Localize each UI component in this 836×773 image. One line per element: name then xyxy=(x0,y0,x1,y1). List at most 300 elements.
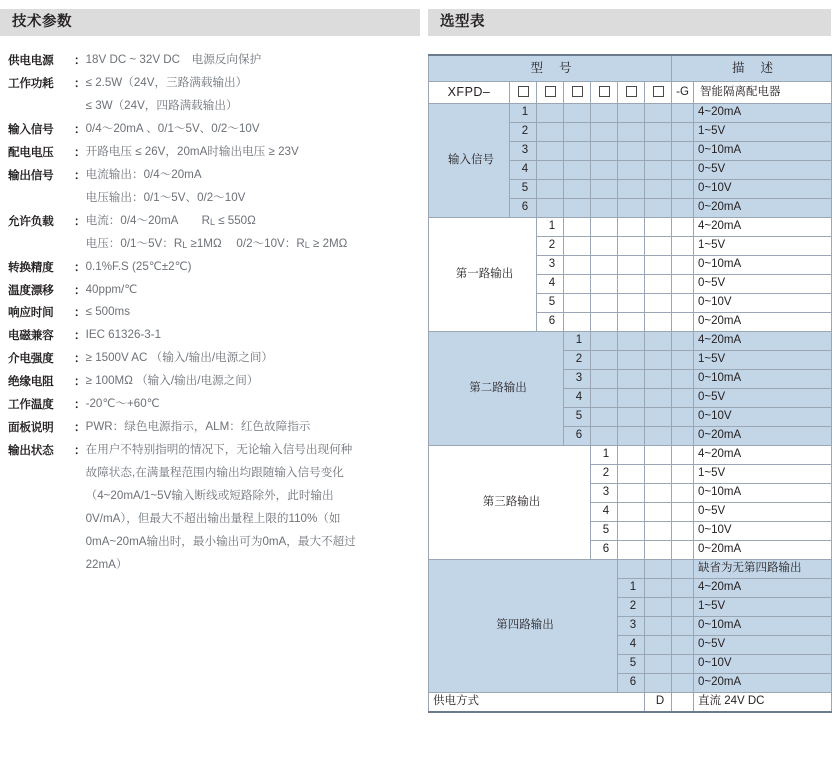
empty-cell xyxy=(591,408,618,427)
suffix-spacer xyxy=(672,332,694,351)
suffix-spacer xyxy=(672,351,694,370)
option-desc: 0~5V xyxy=(694,275,832,294)
spec-row xyxy=(8,144,420,160)
option-desc: 0~10mA xyxy=(694,142,832,161)
spec-label: 输入信号 xyxy=(8,122,54,136)
empty-cell xyxy=(564,180,591,199)
empty-cell xyxy=(645,161,672,180)
empty-cell xyxy=(591,351,618,370)
suffix-spacer xyxy=(672,541,694,560)
empty-cell xyxy=(645,503,672,522)
option-code[interactable]: 5 xyxy=(510,180,537,199)
empty-cell xyxy=(591,104,618,123)
spec-line: 电压：0/1～5V：RL ≥1MΩ 0/2～10V：RL ≥ 2MΩ xyxy=(85,236,348,250)
option-desc: 1~5V xyxy=(694,598,832,617)
empty-cell xyxy=(591,313,618,332)
suffix-spacer xyxy=(672,256,694,275)
option-code[interactable]: 3 xyxy=(618,617,645,636)
empty-cell xyxy=(645,427,672,446)
suffix-spacer xyxy=(672,560,694,579)
option-desc: 0~5V xyxy=(694,389,832,408)
empty-cell xyxy=(618,256,645,275)
group-label: 第四路输出 xyxy=(429,560,618,693)
spec-line: IEC 61326-3-1 xyxy=(85,328,162,342)
option-desc: 0~5V xyxy=(694,636,832,655)
table-row xyxy=(429,104,832,123)
spec-colon: ： xyxy=(74,329,86,343)
suffix-spacer xyxy=(672,294,694,313)
empty-cell xyxy=(564,161,591,180)
suffix-spacer xyxy=(672,389,694,408)
option-code[interactable]: 2 xyxy=(618,598,645,617)
suffix-spacer xyxy=(672,142,694,161)
empty-cell xyxy=(618,199,645,218)
spec-line: 0.1%F.S (25℃±2℃) xyxy=(85,259,192,273)
suffix-spacer xyxy=(672,579,694,598)
spec-colon: ： xyxy=(74,122,86,136)
spec-line: （4~20mA/1~5V输入断线或短路除外，此时输出 xyxy=(85,489,334,503)
spec-colon: ： xyxy=(74,283,86,297)
option-desc: 1~5V xyxy=(694,465,832,484)
empty-cell xyxy=(537,123,564,142)
spec-label: 配电电压 xyxy=(8,145,54,159)
empty-cell xyxy=(618,522,645,541)
suffix-spacer xyxy=(672,598,694,617)
option-code[interactable]: 5 xyxy=(537,294,564,313)
empty-cell xyxy=(645,408,672,427)
empty-cell xyxy=(591,142,618,161)
option-code[interactable]: 1 xyxy=(591,446,618,465)
power-code[interactable]: D xyxy=(645,693,672,713)
spec-colon: ： xyxy=(74,54,86,67)
option-desc: 0~20mA xyxy=(694,427,832,446)
spec-value xyxy=(86,282,420,298)
option-code[interactable]: 1 xyxy=(564,332,591,351)
empty-cell xyxy=(618,104,645,123)
option-desc: 0~10V xyxy=(694,180,832,199)
empty-cell xyxy=(645,275,672,294)
spec-label: 绝缘电阻 xyxy=(8,375,54,389)
empty-cell xyxy=(564,275,591,294)
empty-cell xyxy=(618,313,645,332)
suffix-spacer xyxy=(672,237,694,256)
empty-cell xyxy=(645,104,672,123)
spec-line: 在用户不特别指明的情况下，无论输入信号出现何种 xyxy=(85,443,353,457)
option-desc: 4~20mA xyxy=(694,218,832,237)
empty-cell xyxy=(645,617,672,636)
empty-cell xyxy=(645,389,672,408)
spec-value xyxy=(86,419,420,435)
spec-row xyxy=(8,282,420,298)
empty-cell xyxy=(591,199,618,218)
empty-cell xyxy=(645,598,672,617)
empty-cell xyxy=(618,142,645,161)
spec-colon: ： xyxy=(74,76,86,90)
option-desc: 0~20mA xyxy=(694,313,832,332)
spec-colon: ： xyxy=(74,375,86,389)
spec-line: ≤ 3W（24V，四路满载输出） xyxy=(85,98,238,112)
option-code[interactable]: 4 xyxy=(618,636,645,655)
spec-colon: ： xyxy=(74,421,86,435)
option-code[interactable]: 5 xyxy=(618,655,645,674)
suffix-spacer xyxy=(672,275,694,294)
option-desc: 0~10mA xyxy=(694,617,832,636)
empty-cell xyxy=(537,161,564,180)
spec-colon: ： xyxy=(74,306,86,320)
spec-colon: ： xyxy=(74,398,86,412)
code-box-3[interactable] xyxy=(564,82,591,104)
option-desc: 1~5V xyxy=(694,237,832,256)
spec-row xyxy=(8,167,420,206)
empty-cell xyxy=(645,522,672,541)
spec-colon: ： xyxy=(74,214,86,228)
table-row xyxy=(429,218,832,237)
empty-cell xyxy=(645,484,672,503)
header-desc: 描述 xyxy=(672,55,832,82)
spec-row xyxy=(8,52,420,68)
empty-cell xyxy=(618,541,645,560)
empty-cell xyxy=(645,655,672,674)
spec-row xyxy=(8,442,420,573)
option-desc: 0~5V xyxy=(694,503,832,522)
group-label: 输入信号 xyxy=(429,104,510,218)
empty-cell xyxy=(591,427,618,446)
option-desc: 0~20mA xyxy=(694,674,832,693)
option-desc: 0~10mA xyxy=(694,370,832,389)
empty-cell xyxy=(537,142,564,161)
option-code[interactable]: 1 xyxy=(537,218,564,237)
empty-cell xyxy=(564,313,591,332)
empty-cell xyxy=(591,218,618,237)
option-code[interactable]: 6 xyxy=(564,427,591,446)
option-desc: 0~10V xyxy=(694,408,832,427)
group-label: 第二路输出 xyxy=(429,332,564,446)
spec-label: 工作温度 xyxy=(8,398,54,412)
option-code[interactable]: 4 xyxy=(591,503,618,522)
option-desc: 4~20mA xyxy=(694,446,832,465)
empty-cell xyxy=(618,427,645,446)
empty-cell xyxy=(618,275,645,294)
suffix-spacer xyxy=(672,484,694,503)
spec-row xyxy=(8,75,420,114)
empty-cell xyxy=(564,237,591,256)
empty-cell xyxy=(618,408,645,427)
empty-cell xyxy=(645,218,672,237)
spec-label: 转换精度 xyxy=(8,260,54,274)
empty-cell xyxy=(591,332,618,351)
spec-line: 开路电压 ≤ 26V，20mA时输出电压 ≥ 23V xyxy=(85,144,299,158)
empty-cell xyxy=(618,484,645,503)
spec-line: ≤ 500ms xyxy=(85,305,130,319)
empty-cell xyxy=(645,256,672,275)
empty-cell xyxy=(645,237,672,256)
option-code[interactable]: 5 xyxy=(591,522,618,541)
empty-cell xyxy=(618,351,645,370)
empty-cell xyxy=(618,161,645,180)
option-desc: 0~10mA xyxy=(694,484,832,503)
spec-line: 电流输出：0/4～20mA xyxy=(85,167,202,181)
suffix-spacer xyxy=(672,161,694,180)
option-desc: 4~20mA xyxy=(694,332,832,351)
empty-cell xyxy=(591,237,618,256)
empty-cell xyxy=(645,560,672,579)
option-desc: 0~10V xyxy=(694,294,832,313)
code-box-6[interactable] xyxy=(645,82,672,104)
spec-line: 电流：0/4～20mA RL ≤ 550Ω xyxy=(85,213,256,227)
selection-table-title: 选型表 xyxy=(428,9,831,36)
option-code[interactable]: 2 xyxy=(564,351,591,370)
option-code[interactable]: 4 xyxy=(537,275,564,294)
empty-cell xyxy=(564,142,591,161)
option-code[interactable]: 6 xyxy=(618,674,645,693)
spec-line: 0V/mA），但最大不超出输出量程上限的110%（如 xyxy=(85,512,341,526)
empty-cell xyxy=(618,123,645,142)
option-desc: 1~5V xyxy=(694,123,832,142)
option-code[interactable]: 6 xyxy=(537,313,564,332)
option-desc: 4~20mA xyxy=(694,104,832,123)
option-code[interactable]: 1 xyxy=(618,579,645,598)
suffix-spacer xyxy=(672,655,694,674)
empty-cell xyxy=(618,465,645,484)
empty-cell xyxy=(618,370,645,389)
table-row xyxy=(429,446,832,465)
spec-label: 响应时间 xyxy=(8,306,54,320)
spec-label: 工作功耗 xyxy=(8,76,54,90)
spec-line: -20℃～+60℃ xyxy=(85,397,160,411)
spec-colon: ： xyxy=(74,352,86,366)
suffix-spacer xyxy=(672,123,694,142)
spec-colon: ： xyxy=(74,260,86,274)
option-code[interactable]: 6 xyxy=(591,541,618,560)
option-code[interactable]: 6 xyxy=(510,199,537,218)
empty-cell xyxy=(618,218,645,237)
model-suffix: -G xyxy=(672,82,694,104)
empty-cell xyxy=(591,161,618,180)
spec-value xyxy=(86,304,420,320)
spec-line: PWR：绿色电源指示，ALM：红色故障指示 xyxy=(85,420,311,434)
empty-cell xyxy=(618,389,645,408)
empty-cell xyxy=(645,465,672,484)
empty-cell xyxy=(645,294,672,313)
suffix-spacer xyxy=(672,218,694,237)
spec-row xyxy=(8,213,420,252)
suffix-spacer xyxy=(672,104,694,123)
empty-cell xyxy=(618,180,645,199)
spec-colon: ： xyxy=(74,168,86,182)
suffix-spacer xyxy=(672,370,694,389)
spec-label: 温度漂移 xyxy=(8,283,54,297)
option-code[interactable]: 2 xyxy=(537,237,564,256)
empty-cell xyxy=(591,370,618,389)
spec-row xyxy=(8,121,420,137)
empty-cell xyxy=(645,332,672,351)
option-desc: 缺省为无第四路输出 xyxy=(694,560,832,579)
option-code[interactable]: 4 xyxy=(510,161,537,180)
code-box-1[interactable] xyxy=(510,82,537,104)
spec-value xyxy=(86,144,420,160)
spec-label: 输出状态 xyxy=(8,444,54,458)
empty-cell xyxy=(591,256,618,275)
empty-cell xyxy=(591,123,618,142)
empty-cell xyxy=(537,199,564,218)
spec-row xyxy=(8,373,420,389)
empty-cell xyxy=(645,142,672,161)
empty-cell xyxy=(645,579,672,598)
power-desc: 直流 24V DC xyxy=(694,693,832,713)
spec-line: 故障状态,在满量程范围内输出均跟随输入信号变化 xyxy=(85,466,344,480)
option-code[interactable]: 2 xyxy=(510,123,537,142)
code-box-2[interactable] xyxy=(537,82,564,104)
spec-colon: ： xyxy=(74,444,86,458)
empty-cell xyxy=(591,275,618,294)
model-code-row xyxy=(429,82,832,104)
suffix-spacer xyxy=(672,503,694,522)
spec-row xyxy=(8,396,420,412)
suffix-spacer xyxy=(672,408,694,427)
spec-row xyxy=(8,419,420,435)
spec-label: 电磁兼容 xyxy=(8,329,54,343)
spec-line: 电压输出：0/1～5V、0/2～10V xyxy=(85,190,246,204)
option-code[interactable] xyxy=(618,560,645,579)
suffix-spacer xyxy=(672,522,694,541)
option-code[interactable]: 1 xyxy=(510,104,537,123)
empty-cell xyxy=(645,674,672,693)
group-label: 第一路输出 xyxy=(429,218,537,332)
suffix-spacer xyxy=(672,446,694,465)
empty-cell xyxy=(564,199,591,218)
empty-cell xyxy=(645,370,672,389)
code-box-5[interactable] xyxy=(618,82,645,104)
selection-table-wrap xyxy=(428,54,831,713)
model-prefix: XFPD– xyxy=(429,82,510,104)
empty-cell xyxy=(564,294,591,313)
spec-line: 0/4～20mA 、0/1～5V、0/2～10V xyxy=(85,121,260,135)
spec-colon: ： xyxy=(74,145,86,159)
spec-value xyxy=(86,442,420,573)
option-code[interactable]: 2 xyxy=(591,465,618,484)
spec-value xyxy=(86,75,420,114)
empty-cell xyxy=(537,104,564,123)
spec-line: ≤ 2.5W（24V，三路满载输出） xyxy=(85,75,248,89)
empty-cell xyxy=(564,218,591,237)
suffix-spacer xyxy=(672,636,694,655)
suffix-spacer xyxy=(672,199,694,218)
option-code[interactable]: 3 xyxy=(510,142,537,161)
spec-row xyxy=(8,259,420,275)
spec-value xyxy=(86,121,420,137)
empty-cell xyxy=(645,351,672,370)
empty-cell xyxy=(645,541,672,560)
spec-row xyxy=(8,304,420,320)
empty-cell xyxy=(618,237,645,256)
spec-line: ≥ 1500V AC （输入/输出/电源之间） xyxy=(85,351,274,365)
spec-label: 供电电源 xyxy=(8,54,54,67)
tech-params-title: 技术参数 xyxy=(0,9,420,36)
spec-label: 介电强度 xyxy=(8,352,54,366)
suffix-spacer xyxy=(672,674,694,693)
option-code[interactable]: 4 xyxy=(564,389,591,408)
code-box-4[interactable] xyxy=(591,82,618,104)
option-desc: 0~10mA xyxy=(694,256,832,275)
spec-value xyxy=(86,213,420,252)
empty-cell xyxy=(591,389,618,408)
option-code[interactable]: 3 xyxy=(537,256,564,275)
spec-value xyxy=(86,327,420,343)
empty-cell xyxy=(564,104,591,123)
table-row xyxy=(429,560,832,579)
spec-value xyxy=(86,167,420,206)
spec-line: ≥ 100MΩ （输入/输出/电源之间） xyxy=(85,374,259,388)
spec-value xyxy=(86,52,420,68)
header-model: 型号 xyxy=(429,55,672,82)
suffix-spacer xyxy=(672,427,694,446)
spec-value xyxy=(86,396,420,412)
spec-value xyxy=(86,350,420,366)
spec-label: 面板说明 xyxy=(8,421,54,435)
spec-label: 输出信号 xyxy=(8,168,54,182)
option-desc: 0~5V xyxy=(694,161,832,180)
spec-line: 22mA） xyxy=(85,557,128,571)
option-desc: 4~20mA xyxy=(694,579,832,598)
empty-cell xyxy=(618,503,645,522)
empty-cell xyxy=(564,123,591,142)
empty-cell xyxy=(645,180,672,199)
tech-params-list xyxy=(0,52,420,573)
empty-cell xyxy=(537,180,564,199)
spec-line: 40ppm/℃ xyxy=(85,282,138,296)
empty-cell xyxy=(618,332,645,351)
option-desc: 1~5V xyxy=(694,351,832,370)
model-desc: 智能隔离配电器 xyxy=(694,82,832,104)
group-label: 第三路输出 xyxy=(429,446,591,560)
option-desc: 0~10V xyxy=(694,655,832,674)
option-desc: 0~20mA xyxy=(694,541,832,560)
spec-value xyxy=(86,259,420,275)
spec-label: 允许负载 xyxy=(8,214,54,228)
empty-cell xyxy=(645,636,672,655)
option-code[interactable]: 3 xyxy=(564,370,591,389)
suffix-spacer xyxy=(672,465,694,484)
option-code[interactable]: 5 xyxy=(564,408,591,427)
selection-table-column xyxy=(420,0,836,773)
option-desc: 0~20mA xyxy=(694,199,832,218)
power-label: 供电方式 xyxy=(429,693,645,713)
empty-cell xyxy=(645,446,672,465)
empty-cell xyxy=(591,180,618,199)
spec-row xyxy=(8,327,420,343)
empty-cell xyxy=(645,199,672,218)
suffix-spacer xyxy=(672,313,694,332)
spec-row xyxy=(8,350,420,366)
spec-value xyxy=(86,373,420,389)
table-header-row xyxy=(429,55,832,82)
empty-cell xyxy=(618,294,645,313)
power-supply-row xyxy=(429,693,832,713)
empty-cell xyxy=(618,446,645,465)
empty-cell xyxy=(645,123,672,142)
spec-line: 0mA~20mA输出时，最小输出可为0mA，最大不超过 xyxy=(85,535,356,549)
option-desc: 0~10V xyxy=(694,522,832,541)
suffix-spacer xyxy=(672,180,694,199)
empty-cell xyxy=(564,256,591,275)
table-row xyxy=(429,332,832,351)
empty-cell xyxy=(591,294,618,313)
suffix-spacer xyxy=(672,693,694,713)
spec-line: 18V DC ~ 32V DC 电源反向保护 xyxy=(85,53,262,66)
option-code[interactable]: 3 xyxy=(591,484,618,503)
empty-cell xyxy=(645,313,672,332)
selection-table xyxy=(428,54,832,713)
